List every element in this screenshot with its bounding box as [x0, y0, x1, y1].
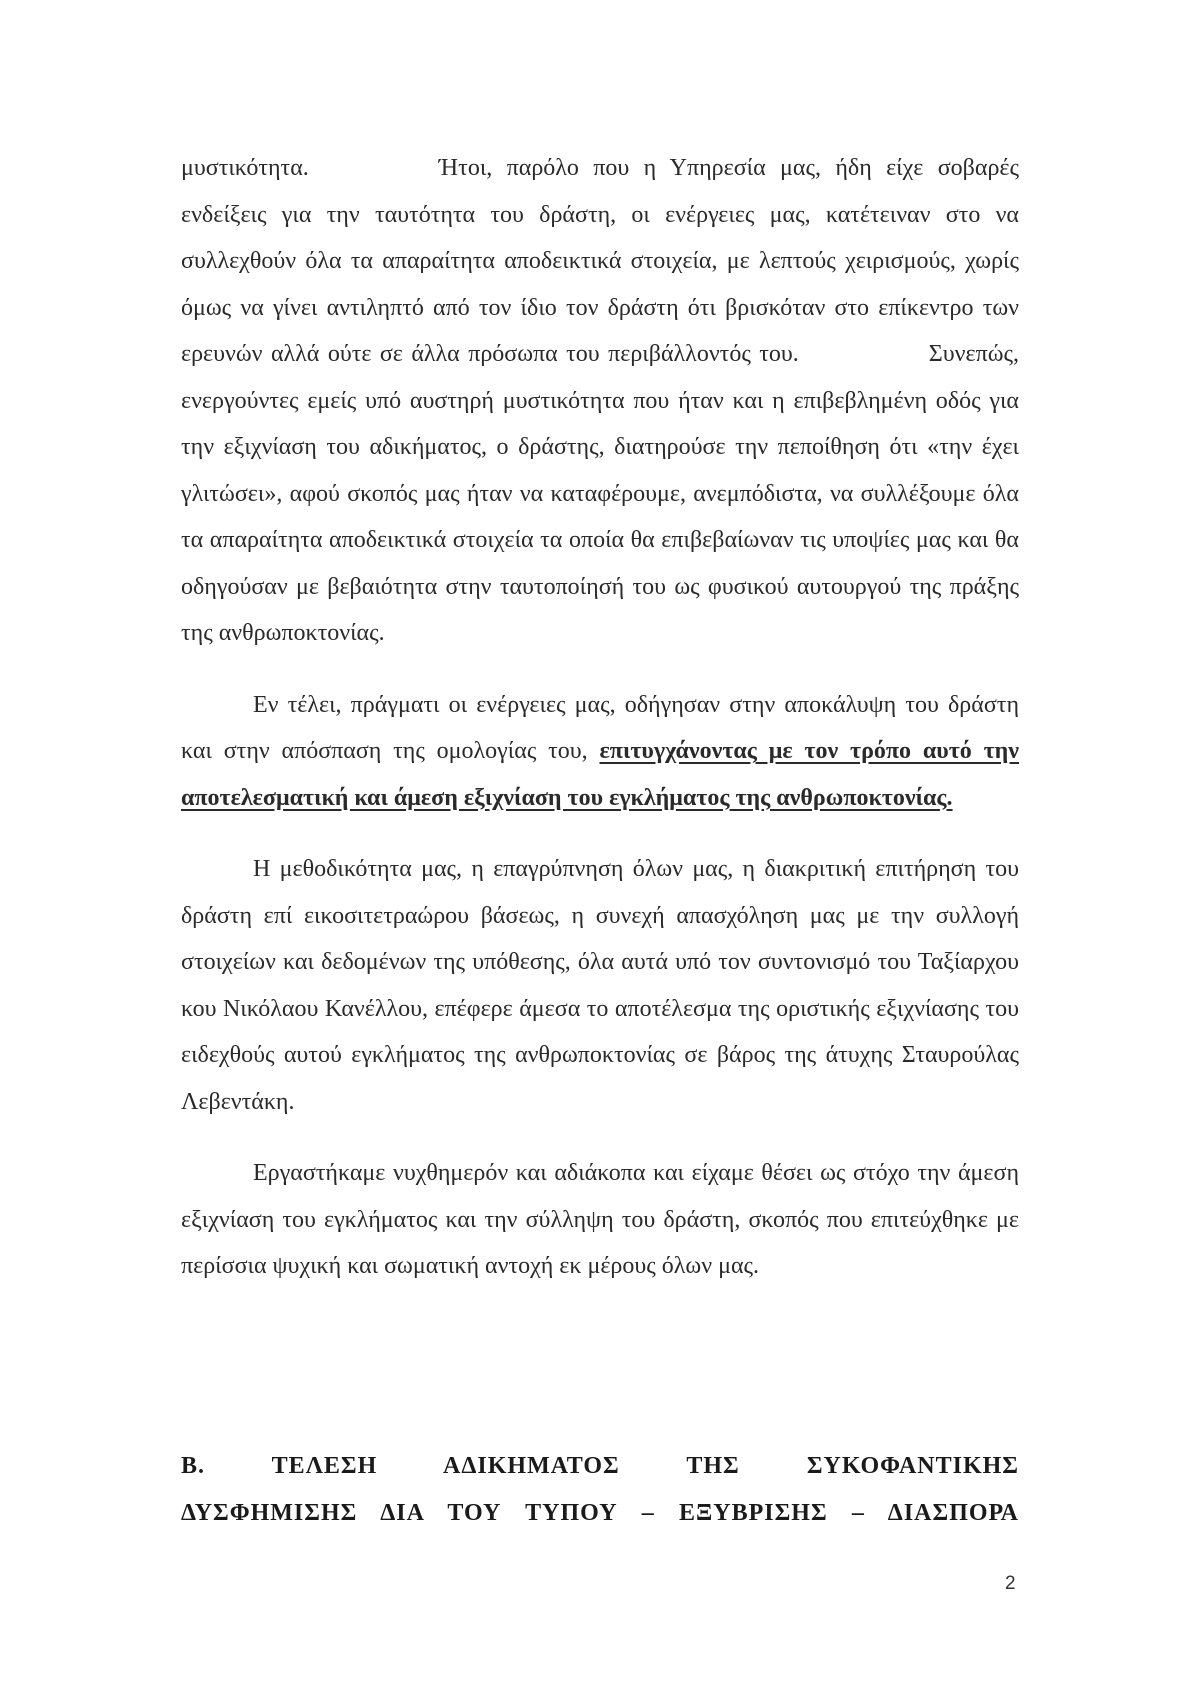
document-body [181, 145, 1019, 1290]
paragraph-4: Εργαστήκαμε νυχθημερόν και αδιάκοπα και είχαμε θέσει ως στόχο την άμεση εξιχνίαση του εγκλήματος και την σύλληψη του δράστη, σκοπός που επιτεύχθηκε με περίσσια ψυχική και σωματική αντοχή εκ μέρους όλων μας. [181, 1160, 1019, 1279]
paragraph-1-end: Συνεπώς, ενεργούντες εμείς υπό αυστηρή μυστικότητα που ήταν και η επιβεβλημένη οδός για την εξιχνίαση του αδικήματος, ο δράστης, διατηρούσε την πεποίθηση ότι «την έχει γλιτώσει», αφού σκοπός μας ήταν να καταφέρουμε, ανεμπόδιστα, να συλλέξουμε όλα τα απαραίτητα αποδεικτικά στοιχεία τα οποία θα επιβεβαίωναν τις υποψίες μας και θα οδηγούσαν με βεβαιότητα στην ταυτοποίησή του ως φυσικού αυτουργού της πράξης της ανθρωποκτονίας. [181, 341, 1019, 646]
section-heading-line-2: ΔΥΣΦΗΜΙΣΗΣ ΔΙΑ ΤΟΥ ΤΥΠΟΥ – ΕΞΥΒΡΙΣΗΣ – ΔΙΑΣΠΟΡΑ [181, 1499, 1019, 1526]
paragraph-1-middle: Ήτοι, παρόλο που η Υπηρεσία μας, ήδη είχε σοβαρές ενδείξεις για την ταυτότητα του δράστη, οι ενέργειες μας, κατέτειναν στο να συλλεχθούν όλα τα απαραίτητα αποδεικτικά στοιχεία, με λεπτούς χειρισμούς, χωρίς όμως να γίνει αντιληπτό από τον ίδιο τον δράστη ότι βρισκόταν στο επίκεντρο των ερευνών αλλά ούτε σε άλλα πρόσωπα του περιβάλλοντός του. [181, 155, 1019, 367]
paragraph-3: Η μεθοδικότητα μας, η επαγρύπνηση όλων μας, η διακριτική επιτήρηση του δράστη επί εικοσιτετραώρου βάσεως, η συνεχή απασχόληση μας με την συλλογή στοιχείων και δεδομένων της υπόθεσης, όλα αυτά υπό τον συντονισμό του Ταξίαρχου κου Νικόλαου Κανέλλου, επέφερε άμεσα το αποτέλεσμα της οριστικής εξιχνίασης του ειδεχθούς αυτού εγκλήματος της ανθρωποκτονίας σε βάρος της άτυχης Σταυρούλας Λεβεντάκη. [181, 856, 1019, 1115]
paragraph-2 [181, 682, 1019, 822]
page-number: 2 [1005, 1573, 1016, 1594]
section-heading [181, 1443, 1019, 1536]
paragraph-2-emphasis: επιτυγχάνοντας με τον τρόπο αυτό την αποτελεσματική και άμεση εξιχνίαση του εγκλήματος της ανθρωποκτονίας. [181, 738, 1020, 811]
section-heading-line-1: Β. ΤΕΛΕΣΗ ΑΔΙΚΗΜΑΤΟΣ ΤΗΣ ΣΥΚΟΦΑΝΤΙΚΗΣ [181, 1453, 1019, 1479]
paragraph-2-text: Εν τέλει, πράγματι οι ενέργειες μας, οδήγησαν στην αποκάλυψη του δράστη και στην απόσπαση της ομολογίας του, [181, 691, 1019, 764]
paragraph-1 [181, 145, 1019, 657]
paragraph-1-start: μυστικότητα. [181, 155, 309, 181]
